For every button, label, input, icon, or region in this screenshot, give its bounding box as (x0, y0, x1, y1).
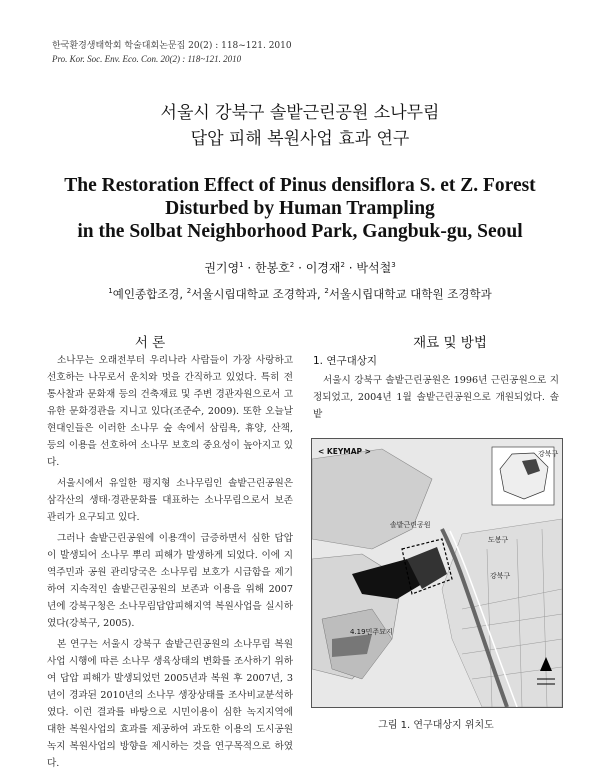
affiliation-3: 서울시립대학교 대학원 조경학과 (328, 287, 492, 301)
affiliations: $^1$예인종합조경, $^2$서울시립대학교 조경학과, $^2$서울시립대학교 대학원 조경학과 (108, 287, 492, 301)
title-en-line2: Disturbed by Human Trampling (165, 198, 435, 219)
intro-heading: 서 론 (134, 335, 166, 351)
author-3: 이경재 (305, 261, 341, 275)
intro-paragraph-4: 본 연구는 서울시 강북구 솔밭근린공원의 소나무림 복원사업 시행에 따른 소나무 생육상태의 변화를 조사하기 위하여 답압 피해가 발생되었던 2005년과 복원 후 2007년, 3년이 경과된 2010년의 소나무 생장상태를 조사비교분석하였다. 이런 결과를 바탕으로 시민이용이 심한 녹지지역에 대한 복원사업의 효과를 제공하여 과도한 이용의 도시공원녹지 복원사업의 방향을 제시하는 것을 연구목적으로 하였다. (47, 639, 293, 769)
author-1: 권기영 (204, 261, 240, 275)
intro-paragraph-1: 소나무는 오래전부터 우리나라 사람들이 가장 사랑하고 선호하는 나무로서 운치와 멋을 간직하고 있었다. 특히 전통사찰과 문화재 등의 건축재료 및 주변 경관자원으로서 고유한 문화경관을 지니고 있다(조준수, 2009). 또한 오늘날 현대인들은 이러한 소나무 숲 속에서 삼림욕, 휴양, 산책, 등의 이용을 선호하여 소나무 보호의 중요성이 높아지고 있다. (47, 355, 293, 468)
running-head (52, 40, 372, 66)
methods-paragraph-1: 서울시 강북구 솔밭근린공원은 1996년 근린공원으로 지정되었고, 2004년 1월 솔밭근린공원으로 개원되었다. 솔밭 (313, 375, 559, 420)
author-list: 권기영$^1$ · 한봉호$^2$ · 이경재$^2$ · 박석철$^3$ (204, 261, 396, 275)
methods-body (313, 372, 559, 423)
map-label-memorial: 4.19민주묘지 (350, 628, 393, 636)
title-en-line3: in the Solbat Neighborhood Park, Gangbuk-gu, Seoul (77, 221, 523, 242)
map-drawing (312, 439, 562, 707)
map-label-gangbuk-keymap: 강북구 (538, 450, 559, 458)
title-ko-line1: 서울시 강북구 솔밭근린공원 소나무림 (160, 103, 440, 123)
title-ko-line2: 답압 피해 복원사업 효과 연구 (190, 129, 410, 149)
author-2: 한봉호 (255, 261, 290, 275)
running-head-en: Pro. Kor. Soc. Env. Eco. Con. 20(2) : 118~121. 2010 (52, 54, 242, 64)
methods-heading: 재료 및 방법 (413, 335, 487, 351)
intro-paragraph-3: 그러나 솔밭근린공원에 이용객이 급증하면서 심한 답압이 발생되어 소나무 뿌리 피해가 발생하게 되었다. 이에 지역주민과 공원 관리당국은 소나무림 보호가 시급함을 제기하여 지속적인 솔밭근린공원의 보존과 이용을 위해 2007년에 강북구청은 소나무림답압피해지역 복원사업을 실시하였다(강북구, 2005). (47, 533, 293, 629)
title-korean (0, 100, 600, 152)
running-head-ko: 한국환경생태학회 학술대회논문집 20(2) : 118~121. 2010 (52, 41, 292, 51)
map-label-dobong: 도봉구 (488, 536, 509, 544)
title-en-line1: The Restoration Effect of Pinus densiflora S. et Z. Forest (64, 175, 536, 196)
author-4: 박석철 (356, 261, 392, 275)
keymap-label: < KEYMAP > (318, 447, 371, 456)
location-map (311, 438, 563, 708)
affiliation-1: 예인종합조경, (112, 287, 187, 301)
affiliation-2: 서울시립대학교 조경학과, (191, 287, 325, 301)
map-label-gangbuk: 강북구 (490, 572, 511, 580)
title-english (0, 174, 600, 243)
figure-caption: 그림 1. 연구대상지 위치도 (378, 720, 494, 731)
methods-subheading: 1. 연구대상지 (313, 355, 378, 367)
map-label-park: 솔밭근린공원 (390, 521, 431, 529)
intro-paragraph-2: 서울시에서 유일한 평지형 소나무림인 솔밭근린공원은 삼각산의 생태·경관문화를 대표하는 소나무림으로서 보존관리가 요구되고 있다. (47, 478, 293, 523)
intro-body (47, 352, 293, 776)
